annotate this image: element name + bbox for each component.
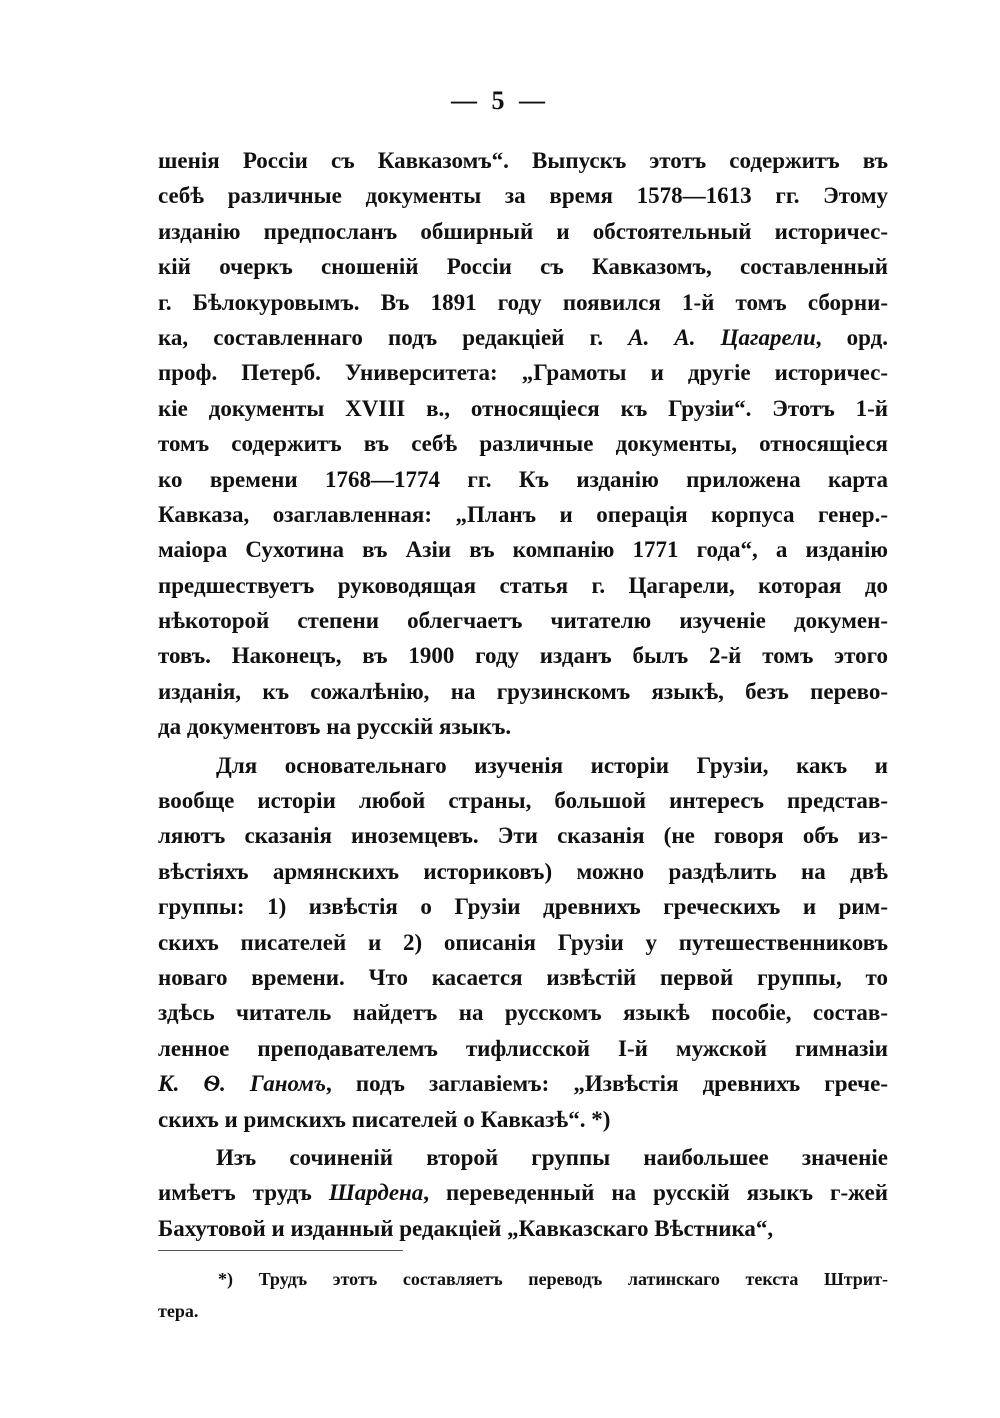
- text-segment: ко времени 1768—1774 гг. Къ изданію приложена карта: [158, 466, 888, 492]
- text-line: [158, 568, 888, 603]
- text-line: [158, 960, 888, 995]
- text-line: [158, 748, 888, 783]
- text-segment: Изъ сочиненій второй группы наибольшее значеніе: [216, 1144, 888, 1170]
- text-line: [158, 462, 888, 497]
- text-line: [158, 320, 888, 355]
- text-segment: скихъ писателей и 2) описанія Грузіи у путешественниковъ: [158, 929, 888, 955]
- text-line: [158, 391, 888, 426]
- text-line: [158, 532, 888, 567]
- paragraph: [158, 1140, 888, 1246]
- page-number: — 5 —: [451, 86, 549, 115]
- text-line: [158, 674, 888, 709]
- text-line: [158, 889, 888, 924]
- text-segment: новаго времени. Что касается извѣстій первой группы, то: [158, 964, 888, 990]
- text-line: [158, 178, 888, 213]
- text-segment: кій очеркъ сношеній Россіи съ Кавказомъ, составленный: [158, 254, 888, 280]
- footnote-line: *) Трудъ этотъ составляетъ переводъ латинскаго текста Штрит-: [218, 1269, 888, 1289]
- main-text: [158, 143, 888, 1246]
- text-segment: ленное преподавателемъ тифлисской I-й мужской гимназіи: [158, 1035, 888, 1061]
- text-segment: , переведенный на русскій языкъ г-жей: [423, 1180, 888, 1206]
- text-line: [158, 1211, 888, 1246]
- text-line: [158, 355, 888, 390]
- text-segment: товъ. Наконецъ, въ 1900 году изданъ былъ 2-й томъ этого: [158, 643, 888, 669]
- text-line: [158, 214, 888, 249]
- italic-name: Шардена: [328, 1180, 424, 1206]
- text-segment: имѣетъ трудъ: [158, 1180, 329, 1206]
- text-segment: шенія Россіи съ Кавказомъ“. Выпускъ этотъ содержитъ въ: [158, 148, 888, 173]
- text-segment: себѣ различные документы за время 1578—1613 гг. Этому: [158, 183, 888, 209]
- text-segment: ляютъ сказанія иноземцевъ. Эти сказанія (не говоря объ из-: [158, 823, 888, 849]
- text-segment: скихъ и римскихъ писателей о Кавказѣ“. *): [158, 1106, 611, 1132]
- text-segment: да документовъ на русскій языкъ.: [158, 714, 512, 740]
- text-line: [158, 1140, 888, 1175]
- text-segment: Бахутовой и изданный редакціей „Кавказскаго Вѣстника“,: [158, 1215, 774, 1241]
- text-line: [158, 638, 888, 673]
- text-segment: Для основательнаго изученія исторіи Грузіи, какъ и: [216, 752, 888, 778]
- text-segment: нѣкоторой степени облегчаетъ читателю изученіе докумен-: [158, 608, 888, 634]
- text-segment: , орд.: [815, 324, 888, 350]
- text-line: [158, 249, 888, 284]
- text-line: [158, 995, 888, 1030]
- text-line: [158, 497, 888, 532]
- footnote-divider: [158, 1250, 403, 1251]
- text-segment: ка, составленнаго подъ редакціей г.: [158, 324, 629, 350]
- text-line: [158, 854, 888, 889]
- text-line: [158, 1031, 888, 1066]
- text-segment: томъ содержитъ въ себѣ различные документы, относящіеся: [158, 431, 888, 457]
- text-line: [158, 818, 888, 853]
- text-segment: предшествуетъ руководящая статья г. Цагарели, которая до: [158, 572, 888, 598]
- text-segment: проф. Петерб. Университета: „Грамоты и другіе историчес-: [158, 360, 888, 386]
- text-line: [158, 143, 888, 178]
- italic-name: К. Ѳ. Ганомъ: [158, 1071, 326, 1097]
- text-line: [158, 709, 888, 744]
- text-segment: группы: 1) извѣстія о Грузіи древнихъ греческихъ и рим-: [158, 894, 888, 920]
- text-segment: вообще исторіи любой страны, большой интересъ представ-: [158, 788, 888, 814]
- text-segment: Кавказа, озаглавленная: „Планъ и операція корпуса генер.-: [158, 501, 888, 527]
- text-segment: изданію предпосланъ обширный и обстоятельный историчес-: [158, 218, 888, 244]
- text-line: [158, 603, 888, 638]
- text-segment: вѣстіяхъ армянскихъ историковъ) можно раздѣлить на двѣ: [158, 858, 888, 884]
- text-line: [158, 426, 888, 461]
- text-line: [158, 285, 888, 320]
- text-line: [158, 783, 888, 818]
- footnote-line: тера.: [158, 1301, 199, 1321]
- footnote: [158, 1263, 888, 1327]
- italic-name: А. А. Цагарели: [628, 324, 816, 350]
- text-segment: г. Бѣлокуровымъ. Въ 1891 году появился 1-й томъ сборни-: [158, 289, 888, 315]
- paragraph: [158, 143, 888, 745]
- text-line: [158, 1066, 888, 1101]
- text-segment: изданія, къ сожалѣнію, на грузинскомъ языкѣ, безъ перево-: [158, 678, 888, 704]
- text-line: [158, 1102, 888, 1137]
- text-segment: , подъ заглавіемъ: „Извѣстія древнихъ грече-: [325, 1071, 889, 1097]
- text-segment: здѣсь читатель найдетъ на русскомъ языкѣ пособіе, состав-: [158, 1000, 888, 1026]
- text-segment: кіе документы XVIII в., относящіеся къ Грузіи“. Этотъ 1-й: [158, 395, 888, 421]
- text-line: [158, 925, 888, 960]
- text-line: [158, 1175, 888, 1210]
- paragraph: [158, 748, 888, 1137]
- text-segment: маіора Сухотина въ Азіи въ компанію 1771 года“, а изданію: [158, 537, 888, 563]
